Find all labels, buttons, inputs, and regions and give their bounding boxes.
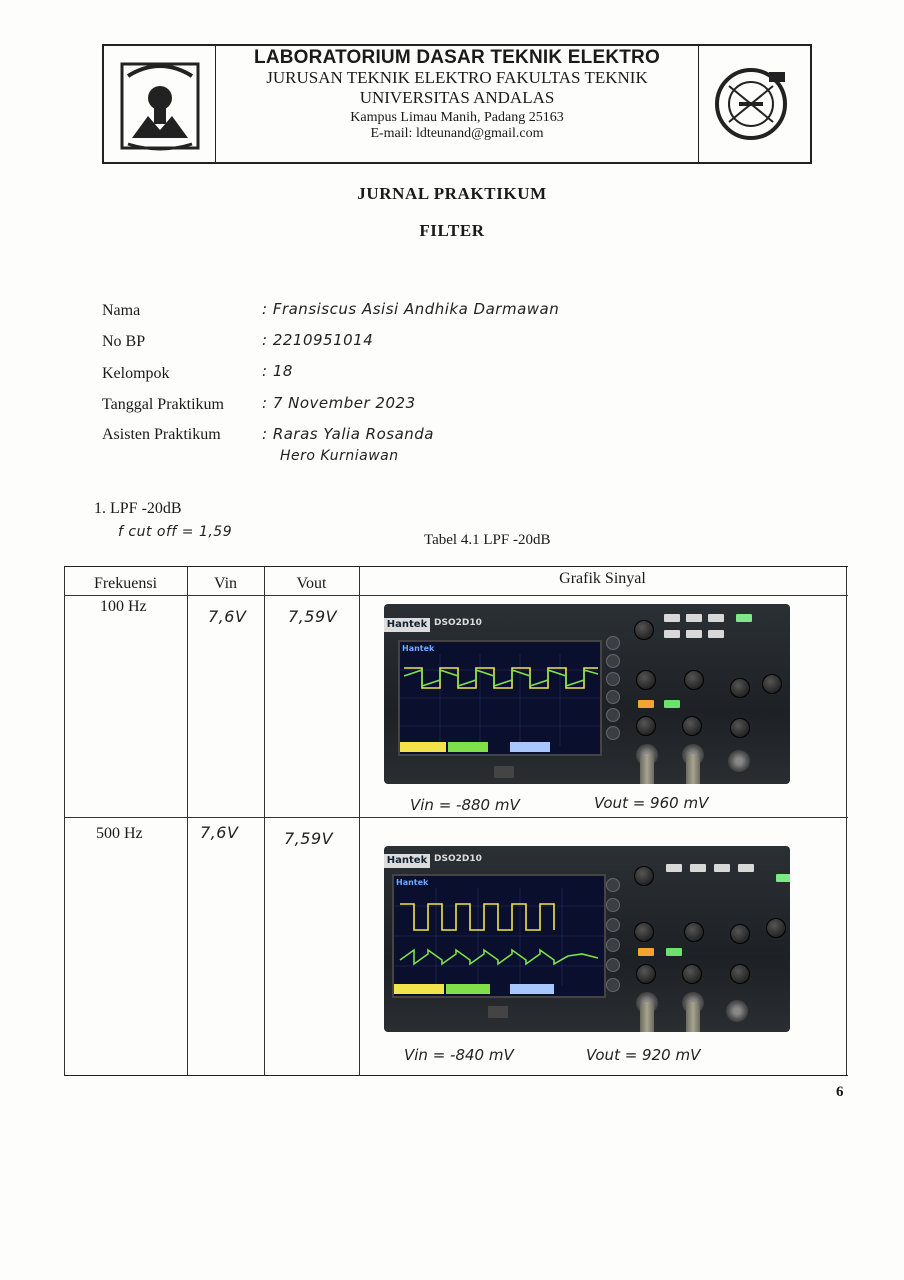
scope-screen (392, 874, 606, 998)
header-vout: Vout (296, 575, 327, 592)
journal-title: JURNAL PRAKTIKUM (357, 184, 547, 203)
row1-vout: 7,59V (288, 607, 338, 626)
scope-model: DSO2D10 (434, 854, 482, 864)
oscilloscope-photo-100hz (384, 604, 790, 784)
name-value: : Fransiscus Asisi Andhika Darmawan (262, 300, 560, 318)
page-number: 6 (836, 1084, 844, 1100)
lab-logo-cell (698, 46, 810, 162)
screen-brand: Hantek (402, 644, 435, 653)
header-grafik: Grafik Sinyal (559, 570, 646, 587)
bp-value: : 2210951014 (262, 331, 374, 349)
row1-frequency: 100 Hz (100, 598, 147, 615)
cutoff-note: f cut off = 1,59 (118, 524, 233, 540)
group-value: : 18 (262, 362, 293, 380)
oscilloscope-photo-500hz (384, 846, 790, 1032)
row2-frequency: 500 Hz (96, 825, 143, 842)
date-value: : 7 November 2023 (262, 394, 416, 412)
scope-brand: Hantek (384, 618, 430, 632)
header-vin: Vin (213, 575, 238, 592)
row1-vin: 7,6V (208, 607, 247, 626)
letterhead (102, 44, 812, 164)
assistant-value-1: : Raras Yalia Rosanda (262, 425, 434, 443)
row2-note-vin: Vin = -840 mV (404, 1046, 514, 1064)
assistant-label: Asisten Praktikum (102, 426, 221, 443)
university-logo-cell (104, 46, 216, 162)
lab-email: E-mail: ldteunand@gmail.com (370, 126, 544, 141)
scope-brand: Hantek (384, 854, 430, 868)
scope-model: DSO2D10 (434, 618, 482, 628)
table-caption: Tabel 4.1 LPF -20dB (424, 532, 551, 548)
letterhead-text (216, 46, 698, 142)
university-name: UNIVERSITAS ANDALAS (359, 88, 555, 107)
header-frekuensi: Frekuensi (93, 575, 158, 592)
name-label: Nama (102, 302, 141, 319)
lab-name: LABORATORIUM DASAR TEKNIK ELEKTRO (254, 47, 660, 68)
row2-vin: 7,6V (200, 823, 239, 842)
department-name: JURUSAN TEKNIK ELEKTRO FAKULTAS TEKNIK (266, 68, 648, 87)
journal-subtitle: FILTER (419, 221, 485, 240)
campus-address: Kampus Limau Manih, Padang 25163 (350, 110, 564, 125)
university-logo-icon (104, 46, 215, 162)
waveform-display (400, 642, 600, 754)
row2-vout: 7,59V (284, 829, 334, 848)
waveform-display (394, 876, 604, 996)
row1-note-vout: Vout = 960 mV (594, 794, 709, 812)
row2-note-vout: Vout = 920 mV (586, 1046, 701, 1064)
bp-label: No BP (102, 333, 146, 350)
scope-screen (398, 640, 602, 756)
date-label: Tanggal Praktikum (102, 396, 224, 413)
assistant-value-2: Hero Kurniawan (280, 448, 399, 464)
lab-logo-icon (699, 46, 810, 162)
group-label: Kelompok (102, 365, 170, 382)
screen-brand: Hantek (396, 878, 429, 887)
section-heading: 1. LPF -20dB (94, 500, 182, 517)
row1-note-vin: Vin = -880 mV (410, 796, 520, 814)
